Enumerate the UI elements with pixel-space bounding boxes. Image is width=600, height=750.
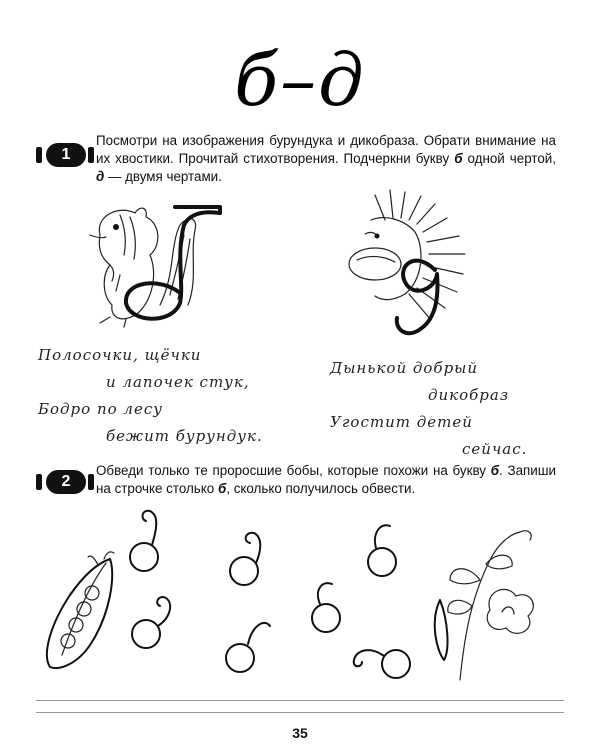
porcupine-illustration: [335, 190, 505, 340]
task-2-instruction: Обведи только те проросшие бобы, которые похожи на букву б. Запиши на строчке столько б, сколько получилось обвести.: [96, 463, 556, 496]
poem-left-line-1: Полосочки, щёчки: [38, 346, 202, 364]
poem-left-line-4: бежит бурундук.: [106, 427, 263, 445]
task-2-badge: [36, 470, 92, 494]
sprouting-bean-6: [356, 510, 416, 580]
poem-left-line-3: Бодро по лесу: [38, 400, 163, 418]
pea-plant-illustration: [420, 520, 550, 690]
page-number: 35: [292, 725, 308, 741]
task-1-instruction: Посмотри на изображения бурундука и дикобраза. Обрати внимание на их хвостики. Прочитай стихотворения. Подчеркни букву б одной чертой, д — двумя чертами.: [96, 133, 557, 184]
poem-right-line-3: Угостит детей: [330, 413, 473, 431]
writing-line-top: [36, 700, 564, 701]
sprouting-bean-1: [122, 505, 172, 575]
peapod-illustration: [40, 555, 120, 675]
poem-left-line-2: и лапочек стук,: [106, 373, 250, 391]
sprouting-bean-7: [342, 630, 422, 690]
poem-right-line-4: сейчас.: [462, 440, 528, 458]
writing-line-bottom: [36, 712, 564, 713]
page-title: б–д: [234, 38, 366, 122]
task-1-number: 1: [46, 143, 86, 167]
sprouting-bean-3: [222, 525, 282, 595]
sprouting-bean-2: [124, 588, 184, 658]
chipmunk-illustration: [80, 195, 240, 335]
sprouting-bean-4: [218, 612, 278, 682]
poem-right-line-2: дикобраз: [428, 386, 510, 404]
task-2-number: 2: [46, 470, 86, 494]
poem-right-line-1: Дынькой добрый: [330, 359, 479, 377]
task-1-badge: [36, 143, 92, 167]
